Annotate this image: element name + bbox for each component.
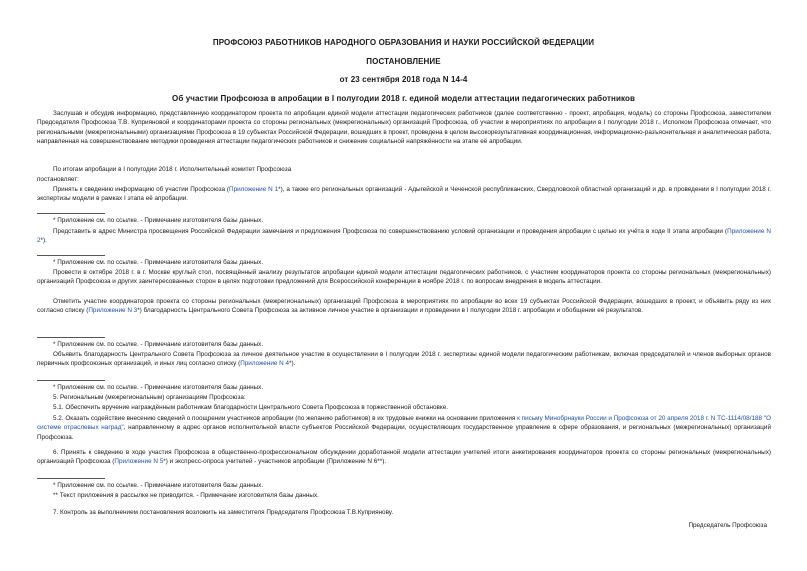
item6-text-a: 6. Принять к сведению в ходе участия Профсоюза в общественно-профессиональном обсуждении доработанной модели аттестации учителей итоги анкетирования координаторов проекта со стороны региональных (межрегиональных) организаций Профсоюза ( <box>37 449 771 466</box>
paragraph-item-5-1: 5.1. Обеспечить вручение награждённым работникам благодарности Центрального Совета Профсоюза в торжественной обстановке. <box>53 404 449 411</box>
item1-text-b: *), а также его региональных организаций - Адыгейской и Чеченской республиканских, Свердловской областной организаций и др. в проведении в I полугодии 2018 г. экспертизы модели в рамках I этапа её апробации. <box>37 186 771 203</box>
item1-text-a: Принять к сведению информацию об участии Профсоюза ( <box>53 186 230 193</box>
intro-paragraph: Заслушав и обсудив информацию, представленную координатором проекта по апробации единой модели аттестации педагогических работников (далее соответственно - проект, апробация, модель) со стороны Профсоюза, заместителем Председателя Профсоюза Т.В. Куприяновой и координаторами проекта со стороны региональных (межрегиональных) организаций Профсоюза, об участии в мероприятиях по апробации в I полугодии 2018 г., Исполком Профсоюза отмечает, что региональными (межрегиональными) организациями Профсоюза в 19 субъектах Российской Федерации, вошедших в проект, проведена в целом высокорезультативная координационная, информационно-разъяснительная и аналитическая работа, направленная на совершенствование методики проведения аттестации педагогических работников и снижение социальной напряжённости на этапе её апробации. <box>37 110 771 146</box>
decision-verb: постановляет: <box>37 176 79 183</box>
item2-text-b: *). <box>40 237 47 245</box>
signature-line: Председатель Профсоюза <box>688 522 767 529</box>
appendix-3-link[interactable]: Приложение N 3 <box>88 307 138 315</box>
footnote-2: * Приложение см. по ссылке. - Примечание изготовителя базы данных. <box>53 259 264 266</box>
ministry-letter-link[interactable]: к письму Минобрнауки России и Профсоюза от 20 апреля 2018 г. N ТС-1114/08/188 "О системе отраслевых наград" <box>37 415 772 432</box>
paragraph-item-4 <box>37 297 771 316</box>
document-type: ПОСТАНОВЛЕНИЕ <box>366 57 441 66</box>
item4-text-b: *) благодарность Центрального Совета Профсоюза за активное личное участие в организации и проведении в I полугодии 2018 г. апробации и обобщении её результатов. <box>137 307 644 315</box>
appendix-1-link[interactable]: Приложение N 1 <box>229 186 279 193</box>
footnote-1: * Приложение см. по ссылке. - Примечание изготовителя базы данных. <box>53 217 264 224</box>
appendix-4-link[interactable]: Приложение N 4 <box>240 360 290 368</box>
item5-text-b: *). <box>289 360 296 368</box>
document-title: Об участии Профсоюза в апробации в I полугодии 2018 г. единой модели аттестации педагогических работников <box>172 94 635 103</box>
item5-2-text-b: , направленному в адрес органов исполнительной власти субъектов Российской Федерации, осуществляющих государственное управление в сфере образования, и региональных (межрегиональных) организаций Профсоюза. <box>37 424 771 441</box>
paragraph-item-5-2 <box>37 414 771 442</box>
document-date-number: от 23 сентября 2018 года N 14-4 <box>339 75 468 84</box>
footnote-6: ** Текст приложения в рассылке не приводится. - Примечание изготовителя базы данных. <box>53 492 319 499</box>
decision-intro: По итогам апробации в I полугодии 2018 г. Исполнительный комитет Профсоюза <box>53 166 292 173</box>
footnote-5: * Приложение см. по ссылке. - Примечание изготовителя базы данных. <box>53 482 264 489</box>
organization-heading: ПРОФСОЮЗ РАБОТНИКОВ НАРОДНОГО ОБРАЗОВАНИЯ И НАУКИ РОССИЙСКОЙ ФЕДЕРАЦИИ <box>212 38 595 47</box>
paragraph-item-6 <box>37 448 771 467</box>
paragraph-item-2 <box>37 227 771 246</box>
footnote-divider <box>37 380 105 381</box>
appendix-2-link[interactable]: Приложение N 2 <box>37 228 772 245</box>
paragraph-item-5: 5. Региональным (межрегиональным) организациям Профсоюза: <box>53 394 246 401</box>
appendix-5-link[interactable]: Приложение N 5 <box>114 458 164 466</box>
item4-text-a: Отметить участие координаторов проекта со стороны региональных (межрегиональных) организаций Профсоюза в мероприятиях по апробации во всех 19 субъектах Российской Федерации, вошедших в проект, и объявить ряду из них согласно списку ( <box>37 298 771 315</box>
footnote-divider <box>37 255 105 256</box>
paragraph-item-gratitude <box>37 350 771 369</box>
footnote-divider <box>37 478 105 479</box>
item5-text-a: Объявить благодарность Центрального Совета Профсоюза за личное деятельное участие в осуществлении в I полугодии 2018 г. экспертизы единой модели педагогическим работникам, включая председателей и членов выборных органов первичных профсоюзных организаций, и иных лиц согласно списку ( <box>37 351 771 368</box>
footnote-divider <box>37 213 105 214</box>
paragraph-item-7: 7. Контроль за выполнением постановления возложить на заместителя Председателя Профсоюза Т.В.Куприянову. <box>53 509 394 516</box>
paragraph-item-1 <box>37 185 771 204</box>
footnote-3: * Приложение см. по ссылке. - Примечание изготовителя базы данных. <box>53 341 264 348</box>
item5-2-text-a: 5.2. Оказать содействие внесению сведений о поощрении участников апробации (по желанию работников) в их трудовые книжки на основании приложения <box>53 415 518 422</box>
item2-text-a: Представить в адрес Министра просвещения Российской Федерации замечания и предложения Профсоюза по совершенствованию условий организации и проведения апробации с целью их учёта в ходе II этапа апробации ( <box>53 228 728 235</box>
footnote-4: * Приложение см. по ссылке. - Примечание изготовителя базы данных. <box>53 384 264 391</box>
item6-text-b: *) и экспресс-опроса учителей - участников апробации (Приложение N 6**). <box>163 458 387 466</box>
footnote-divider <box>37 337 105 338</box>
paragraph-item-3: Провести в октябре 2018 г. в г. Москве круглый стол, посвящённый анализу результатов апробации единой модели аттестации педагогических работников, с участием координаторов проекта со стороны региональных (межрегиональных) организаций Профсоюза и других заинтересованных сторон в целях подготовки предложений для Всероссийской конференции в ноябре 2018 г. по вопросам внедрения в модель аттестации. <box>37 269 771 286</box>
